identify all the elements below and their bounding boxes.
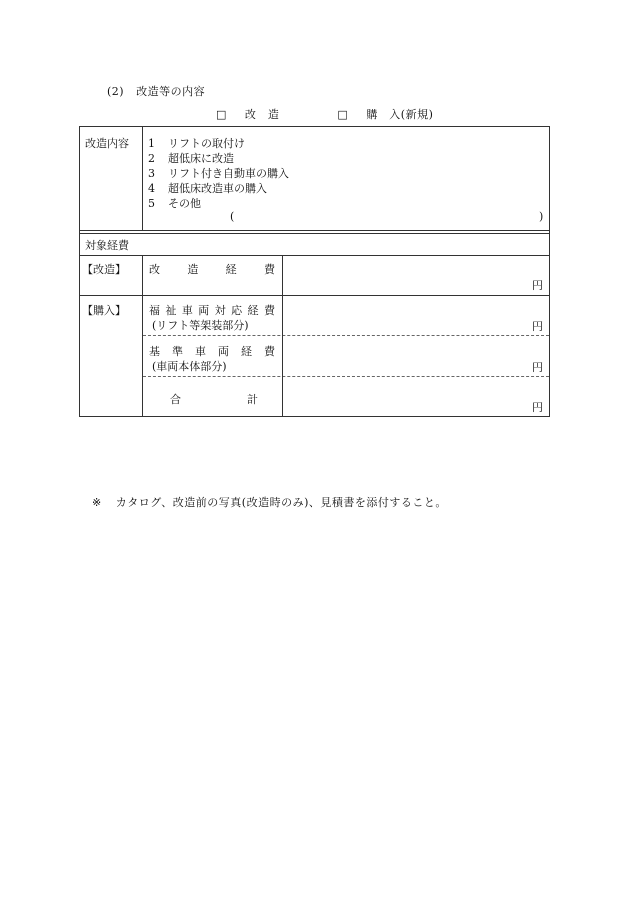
modify-cost-label: 改 造 経 費 xyxy=(149,263,275,276)
list-item: 2 超低床に改造 xyxy=(148,152,234,165)
modify-option-label: 改 造 xyxy=(244,108,280,121)
modify-cost-yen: 円 xyxy=(532,279,543,292)
welfare-cost-note: (リフト等架装部分) xyxy=(152,319,249,332)
welfare-cost-label: 福 祉 車 両 対 応 経 費 xyxy=(149,304,275,317)
purchase-option-label: 購 入(新規) xyxy=(366,108,434,121)
purchase-checkbox[interactable]: □ xyxy=(337,108,349,121)
note-text: カタログ、改造前の写真(改造時のみ)、見積書を添付すること。 xyxy=(115,496,447,509)
attachment-note xyxy=(92,494,447,510)
section-number: (2) xyxy=(107,85,125,98)
other-paren-close: ) xyxy=(539,210,544,223)
list-item: 1 リフトの取付け xyxy=(148,137,245,150)
list-item: 5 その他 xyxy=(148,197,201,210)
section-title: 改造等の内容 xyxy=(136,85,206,98)
content-table xyxy=(79,126,550,417)
purchase-label: 【購入】 xyxy=(82,304,126,317)
note-mark: ※ xyxy=(92,496,102,509)
base-cost-note: (車両本体部分) xyxy=(152,360,227,373)
modification-content-label: 改造内容 xyxy=(85,137,129,150)
total-yen: 円 xyxy=(532,401,543,414)
total-label: 合 計 xyxy=(170,393,258,406)
other-paren-open: ( xyxy=(230,210,235,223)
modify-checkbox[interactable]: □ xyxy=(216,108,227,121)
base-cost-label: 基 準 車 両 経 費 xyxy=(149,345,275,358)
welfare-cost-yen: 円 xyxy=(532,320,543,333)
base-cost-yen: 円 xyxy=(532,361,543,374)
option-row xyxy=(216,106,433,122)
target-expense-label: 対象経費 xyxy=(85,239,129,252)
list-item: 3 リフト付き自動車の購入 xyxy=(148,167,289,180)
list-item: 4 超低床改造車の購入 xyxy=(148,182,267,195)
section-heading xyxy=(107,83,205,99)
modify-label: 【改造】 xyxy=(82,263,126,276)
